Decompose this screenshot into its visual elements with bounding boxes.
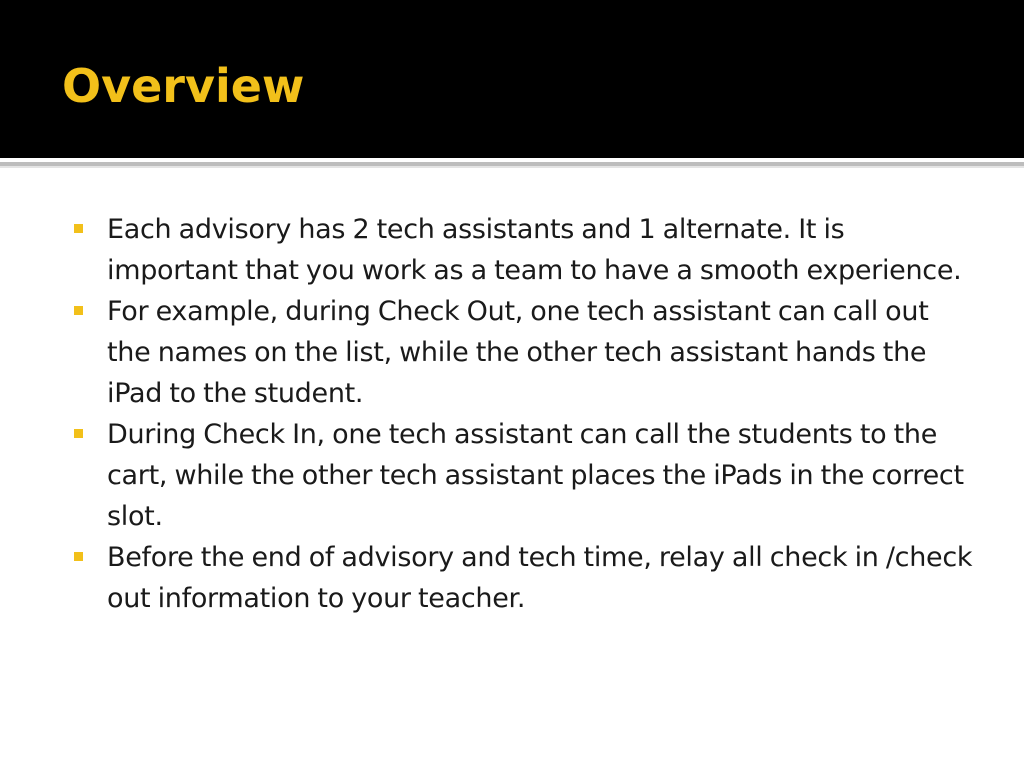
slide-title: Overview [62,59,305,113]
bullet-list [74,209,974,619]
bullet-item [74,291,974,414]
square-bullet-icon [74,429,83,438]
title-bar [0,0,1024,158]
square-bullet-icon [74,552,83,561]
title-divider-highlight [0,166,1024,168]
bullet-text: Before the end of advisory and tech time, relay all check in /check out information to your teacher. [107,542,973,614]
bullet-item [74,209,974,291]
square-bullet-icon [74,306,83,315]
bullet-text: For example, during Check Out, one tech assistant can call out the names on the list, while the other tech assistant hands the iPad to the student. [107,296,929,409]
bullet-item [74,537,974,619]
bullet-text: During Check In, one tech assistant can call the students to the cart, while the other tech assistant places the iPads in the correct slot. [107,419,964,532]
square-bullet-icon [74,224,83,233]
bullet-item [74,414,974,537]
bullet-text: Each advisory has 2 tech assistants and 1 alternate. It is important that you work as a team to have a smooth experience. [107,214,962,286]
